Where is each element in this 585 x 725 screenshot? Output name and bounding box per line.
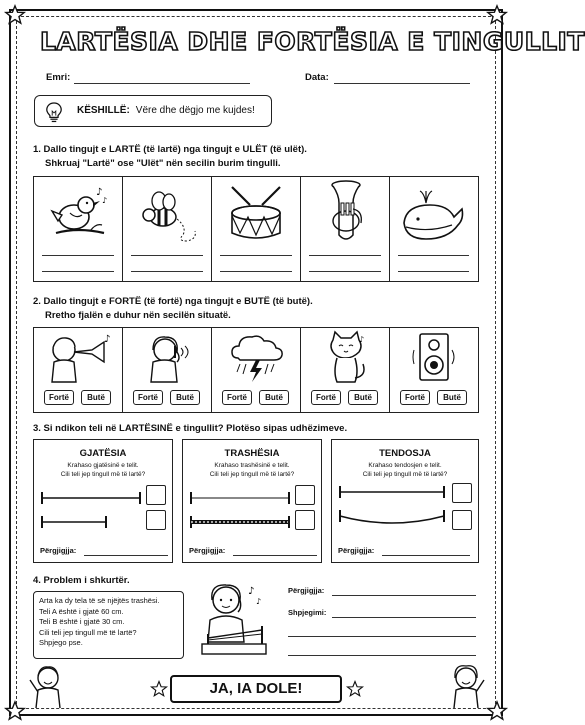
name-label: Emri:	[46, 72, 71, 83]
tuba-icon	[321, 179, 371, 247]
q2-item-cat	[301, 328, 390, 412]
q1-answer-drum-2[interactable]	[220, 271, 292, 272]
option-loud-button[interactable]: Fortë	[400, 390, 430, 405]
q2-item-storm	[212, 328, 301, 412]
panel-length: GJATËSIA Krahaso gjatësinë e telit. Cili teli jep tingull më të lartë? Përgjigjja:	[33, 439, 173, 563]
q2-item-trumpet	[34, 328, 123, 412]
option-loud-button[interactable]: Fortë	[311, 390, 341, 405]
answer-box[interactable]	[452, 510, 472, 530]
q1-answer-bird[interactable]	[42, 255, 114, 256]
q1-instruction-1: 1. Dallo tingujt e LARTË (të lartë) nga tingujt e ULËT (të ulët).	[33, 144, 307, 155]
answer-box[interactable]	[295, 485, 315, 505]
q2-instruction-1: 2. Dallo tingujt e FORTË (të fortë) nga tingujt e BUTË (të butë).	[33, 296, 313, 307]
panel-tension: TENDOSJA Krahaso tendosjen e telit. Cili teli jep tingull më të lartë? Përgjigjja:	[331, 439, 479, 563]
star-icon	[346, 680, 364, 698]
q1-answer-whale[interactable]	[398, 255, 469, 256]
speaker-icon	[412, 330, 456, 384]
option-loud-button[interactable]: Fortë	[44, 390, 74, 405]
tip-box	[34, 95, 272, 127]
panel-thickness: TRASHËSIA Krahaso trashësinë e telit. Cili teli jep tingull më të lartë? Përgjigjja:	[182, 439, 322, 563]
answer-box[interactable]	[146, 510, 166, 530]
panel-title: GJATËSIA	[79, 448, 127, 459]
option-soft-button[interactable]: Butë	[81, 390, 111, 405]
q1-answer-bee[interactable]	[131, 255, 203, 256]
q1-answer-bee-2[interactable]	[131, 271, 203, 272]
q1-answer-tuba-2[interactable]	[309, 271, 381, 272]
q4-answer-label: Përgjigjja:	[288, 586, 325, 595]
answer-box[interactable]	[295, 510, 315, 530]
girl-whisper-icon	[141, 332, 195, 384]
answer-box[interactable]	[146, 485, 166, 505]
tip-label: KËSHILLË:	[77, 105, 130, 116]
date-label: Data:	[305, 72, 329, 83]
star-icon	[486, 700, 508, 722]
option-soft-button[interactable]: Butë	[259, 390, 289, 405]
star-icon	[150, 680, 168, 698]
q4-explain-line[interactable]	[288, 636, 476, 637]
svg-text:♪: ♪	[104, 334, 111, 345]
q1-answer-bird-2[interactable]	[42, 271, 114, 272]
q4-explain-label: Shpjegimi:	[288, 608, 327, 617]
tip-text: Vëre dhe dëgjo me kujdes!	[135, 105, 255, 116]
q1-item-whale	[390, 177, 477, 281]
q4-explain-line[interactable]	[332, 617, 476, 618]
boy-cheering-icon	[26, 660, 70, 710]
success-banner: JA, IA DOLE!	[170, 675, 342, 703]
option-soft-button[interactable]: Butë	[170, 390, 200, 405]
boy-trumpet-icon	[42, 332, 116, 384]
q2-item-whisper	[123, 328, 212, 412]
svg-text:♪: ♪	[359, 335, 365, 344]
date-field[interactable]	[334, 83, 470, 84]
q4-explain-line[interactable]	[288, 655, 476, 656]
panel-title: TENDOSJA	[379, 448, 431, 459]
page-title: LARTËSIA DHE FORTËSIA E TINGULLIT	[40, 27, 585, 56]
option-loud-button[interactable]: Fortë	[222, 390, 252, 405]
bird-icon	[48, 183, 110, 245]
panel-answer-line[interactable]	[84, 555, 168, 556]
star-icon	[4, 4, 26, 26]
q1-instruction-2: Shkruaj "Lartë" ose "Ulët" nën secilin burim tingulli.	[45, 158, 281, 169]
q1-item-bee	[123, 177, 212, 281]
whale-icon	[398, 185, 468, 245]
panel-answer-line[interactable]	[233, 555, 317, 556]
panel-title: TRASHËSIA	[224, 448, 280, 459]
q1-item-drum	[212, 177, 301, 281]
svg-text:♪: ♪	[102, 196, 108, 205]
option-loud-button[interactable]: Fortë	[133, 390, 163, 405]
option-soft-button[interactable]: Butë	[348, 390, 378, 405]
option-soft-button[interactable]: Butë	[437, 390, 467, 405]
q4-story-box: Arta ka dy tela të së njëjtës trashësi. Teli A është i gjatë 60 cm. Teli B është i gjatë 30 cm. Cili teli jep tingull më të lartë? Shpjego pse.	[33, 591, 184, 659]
drum-icon	[222, 183, 290, 245]
girl-cheering-icon	[444, 660, 488, 710]
svg-text:♪: ♪	[248, 586, 255, 597]
star-icon	[486, 4, 508, 26]
q1-row	[33, 176, 479, 282]
storm-cloud-icon	[228, 332, 286, 384]
name-field[interactable]	[74, 83, 250, 84]
q4-answer-line[interactable]	[332, 595, 476, 596]
svg-text:♪: ♪	[256, 597, 262, 606]
q3-instruction: 3. Si ndikon teli në LARTËSINË e tingullit? Plotëso sipas udhëzimeve.	[33, 423, 348, 434]
answer-box[interactable]	[452, 483, 472, 503]
cat-icon	[323, 332, 369, 384]
q1-item-tuba	[301, 177, 390, 281]
string-tension-icon	[338, 482, 448, 532]
star-icon	[4, 700, 26, 722]
q1-item-bird	[34, 177, 123, 281]
q2-item-speaker	[390, 328, 477, 412]
svg-text:♪: ♪	[96, 187, 103, 198]
q4-title: 4. Problem i shkurtër.	[33, 575, 130, 586]
string-length-icon	[40, 486, 144, 532]
girl-instrument-icon	[192, 580, 274, 666]
q2-instruction-2: Rretho fjalën e duhur nën secilën situatë.	[45, 310, 231, 321]
q1-answer-whale-2[interactable]	[398, 271, 469, 272]
q1-answer-tuba[interactable]	[309, 255, 381, 256]
q2-row	[33, 327, 479, 413]
panel-answer-line[interactable]	[382, 555, 470, 556]
bee-icon	[135, 183, 201, 245]
q1-answer-drum[interactable]	[220, 255, 292, 256]
lightbulb-icon	[45, 101, 63, 123]
string-thickness-icon	[189, 486, 293, 532]
